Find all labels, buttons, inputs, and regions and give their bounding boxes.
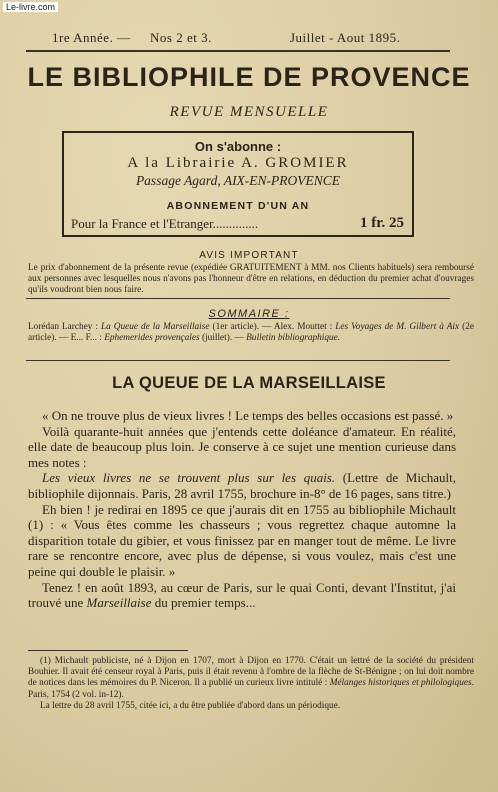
article-paragraph: Eh bien ! je redirai en 1895 ce que j'aurais dit en 1755 au bibliophile Michault (1) : « Vous êtes comme les chasseurs ; vous regrettez chaque automne la disparition totale du gibier, et vous finissez par en manger tout de même. Le livre rare se rencontre encore, avec plus de dépense, si vous voulez, mais c'est une peine qui double le plaisir. » [28,501,456,579]
sommaire-rule [26,360,450,361]
notice-rule [26,298,450,299]
sommaire-heading: SOMMAIRE : [208,308,290,320]
article-title: LA QUEUE DE LA MARSEILLAISE [112,374,386,392]
watermark: Le-livre.com [3,2,58,12]
footnote-rule [28,650,188,651]
notice-text: Le prix d'abonnement de la présente revue (expédiée GRATUITEMENT à MM. nos Clients habituels) sera remboursé aux personnes avec lesquelles nous n'avons pas l'honneur d'être en relations, en déduction du premier achat d'ouvrages qu'ils voudront bien nous faire. [28,263,474,295]
article-paragraph: Voilà quarante-huit années que j'entends cette doléance d'amateur. En réalité, elle date de beaucoup plus loin. Je conserve à ce sujet une mention curieuse dans mes notes : [28,423,456,470]
subscription-line5: Pour la France et l'Etranger.............. [71,216,259,231]
masthead-title: LE BIBLIOPHILE DE PROVENCE [27,62,471,92]
article-body [28,408,456,611]
footnote-paragraph: (1) Michault publiciste, né à Dijon en 1707, mort à Dijon en 1770. C'était un lettré de la société du président Bouhier. Il avait été censeur royal à Paris, puis il était revenu à l'ombre de la flèche de St-Bénigne ; on lui doit nombre de notices dans les mémoires du P. Niceron. Il a publié un curieux livre intitulé : Mélanges historiques et philologiques. Paris, 1754 (2 vol. in-12). [28,656,474,700]
subscription-line2: A la Librairie A. GROMIER [127,155,349,171]
article-paragraph: « On ne trouve plus de vieux livres ! Le temps des belles occasions est passé. » [42,408,454,423]
issue-numbers: Nos 2 et 3. [150,30,212,45]
subscription-price: 1 fr. 25 [359,215,404,231]
subscription-box [62,131,414,237]
subscription-line3: Passage Agard, AIX-EN-PROVENCE [135,173,341,188]
article-paragraph: Les vieux livres ne se trouvent plus sur les quais. (Lettre de Michault, bibliophile dijonnais. Paris, 28 avril 1755, brochure in-8° de 16 pages, sans titre.) [28,470,456,501]
footnote [28,656,474,712]
header-rule [26,50,450,52]
notice-heading: AVIS IMPORTANT [199,250,299,261]
masthead-subtitle: REVUE MENSUELLE [169,104,329,120]
article-paragraph: Tenez ! en août 1893, au cœur de Paris, sur le quai Conti, devant l'Institut, j'ai trouvé une Marseillaise du premier temps... [28,579,456,611]
subscription-line4: ABONNEMENT D'UN AN [166,200,310,212]
issue-year: 1re Année. — [52,30,131,45]
issue-date: Juillet - Aout 1895. [290,30,401,45]
subscription-line1: On s'abonne : [194,139,282,154]
footnote-paragraph: La lettre du 28 avril 1755, citée ici, a du être publiée d'abord dans un périodique. [40,700,341,711]
sommaire-text: Lorédan Larchey : La Queue de la Marseillaise (1er article). — Alex. Mouttet : Les Voyages de M. Gilbert à Aix (2e article). — E... F... : Ephemerides provençales (juillet). — Bulletin bibliographique. [28,322,474,343]
